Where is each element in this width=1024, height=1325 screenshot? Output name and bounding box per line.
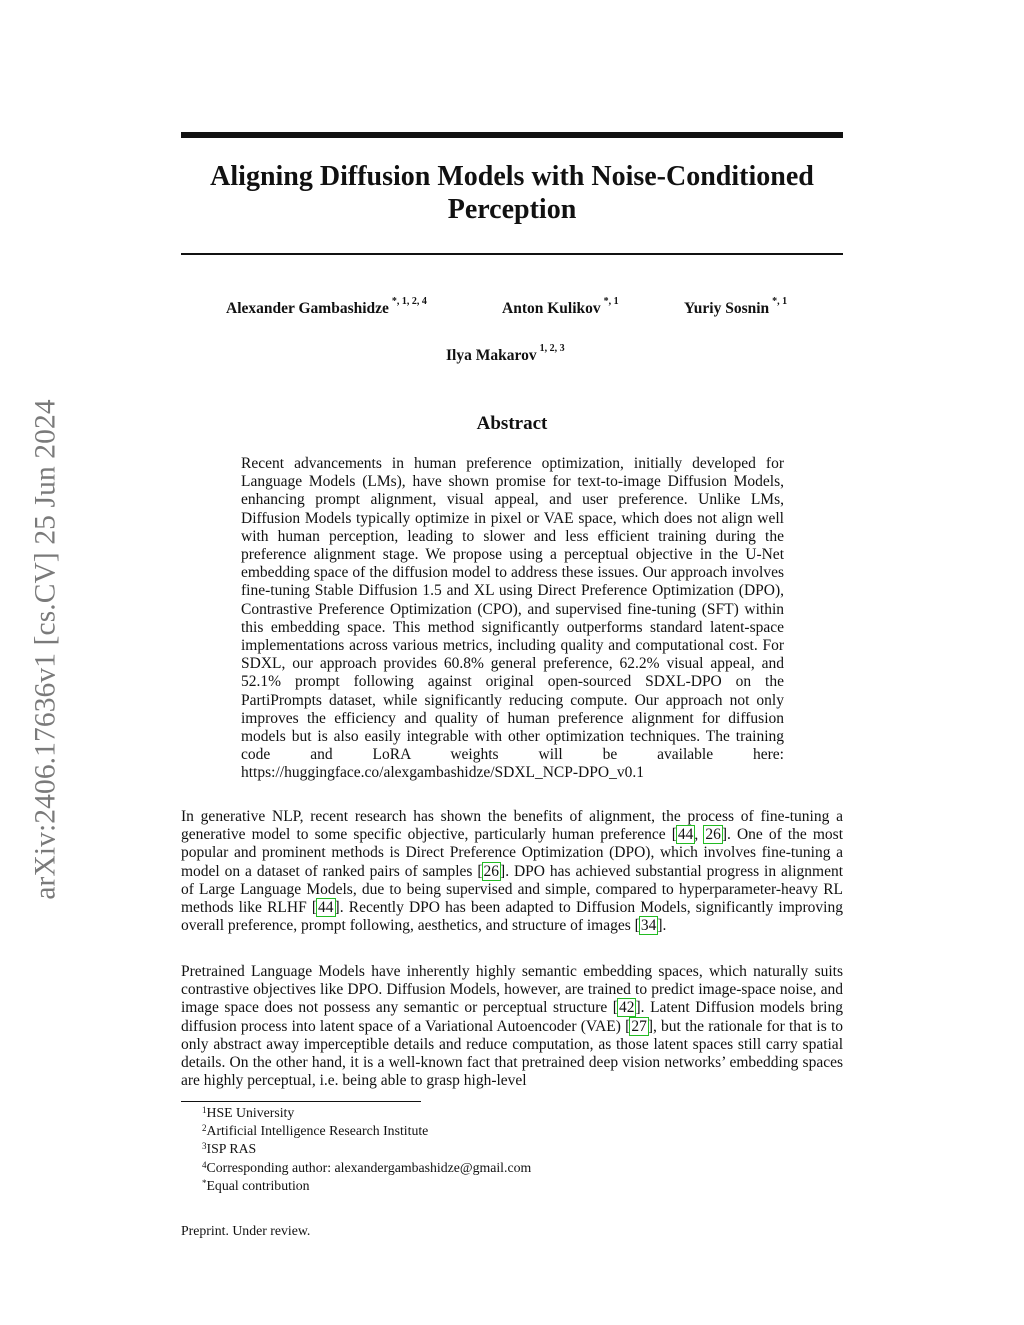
paragraph-text: ]. bbox=[657, 917, 667, 935]
abstract-text: Recent advancements in human preference optimization, initially developed for Language Models (LMs), have shown promise for text-to-image Diffusion Models, enhancing prompt alignment, visual appeal, and user preference. Unlike LMs, Diffusion Models typically optimize in pixel or VAE space, which does not align well with human perception, leading to slower and less efficient training during the preference alignment stage. We propose using a perceptual objective in the U-Net embedding space of the diffusion model to address these issues. Our approach involves fine-tuning Stable Diffusion 1.5 and XL using Direct Preference Optimization (DPO), Contrastive Preference Optimization (CPO), and supervised fine-tuning (SFT) within this embedding space. This method significantly outperforms standard latent-space implementations across various metrics, including quality and computational cost. For SDXL, our approach provides 60.8% general preference, 62.2% visual appeal, and 52.1% prompt following against original open-sourced SDXL-DPO on the PartiPrompts dataset, while significantly reducing compute. Our approach not only improves the efficiency and quality of human preference alignment for diffusion models but is also easily integrable with other optimization techniques. The training code and LoRA weights will be available here: https://huggingface.co/alexgambashidze/SDXL_NCP-DPO_v0.1 bbox=[241, 455, 784, 782]
intro-paragraph-1 bbox=[181, 808, 843, 935]
footnote-mark: * bbox=[202, 1177, 207, 1188]
author-name: Alexander Gambashidze bbox=[226, 300, 389, 317]
footnote-mark: 4 bbox=[202, 1159, 207, 1170]
footnote-1 bbox=[202, 1104, 531, 1122]
author-name: Anton Kulikov bbox=[502, 300, 601, 317]
footnote-text: ISP RAS bbox=[206, 1141, 257, 1157]
paragraph-text: , bbox=[694, 826, 705, 844]
citation-link[interactable]: 26 bbox=[483, 862, 500, 880]
footnote-4 bbox=[202, 1159, 531, 1177]
author-affiliations: *, 1 bbox=[772, 296, 788, 307]
paragraph-text: ]. Latent Diffusion models bring diffusion process into latent space of a Variational Autoencoder (VAE) [ bbox=[181, 999, 843, 1035]
author-makarov bbox=[446, 343, 565, 365]
abstract-heading: Abstract bbox=[476, 413, 548, 434]
author-affiliations: *, 1 bbox=[603, 296, 619, 307]
citation-link[interactable]: 44 bbox=[677, 826, 694, 844]
footnote-3 bbox=[202, 1140, 531, 1158]
footnote-mark: 3 bbox=[202, 1141, 207, 1152]
paragraph-text: In generative NLP, recent research has shown the benefits of alignment, the process of fine-tuning a generative model to some specific objective, particularly human preference [ bbox=[181, 808, 843, 844]
citation-link[interactable]: 27 bbox=[631, 1017, 647, 1035]
paragraph-text: Pretrained Language Models have inherently highly semantic embedding spaces, which naturally suits contrastive objectives like DPO. Diffusion Models, however, are trained to predict image-space noise, and image space does not possess any semantic or perceptual structure [ bbox=[181, 963, 843, 1017]
author-gambashidze bbox=[226, 296, 427, 318]
author-kulikov bbox=[502, 296, 619, 318]
footnote-mark: 2 bbox=[202, 1123, 207, 1134]
citation-link[interactable]: 26 bbox=[705, 826, 721, 844]
arxiv-identifier bbox=[22, 356, 70, 942]
author-name: Yuriy Sosnin bbox=[684, 300, 770, 317]
citation-link[interactable]: 34 bbox=[640, 917, 657, 935]
paragraph-text: ]. One of the most popular and prominent methods is Direct Preference Optimization (DPO), which involves fine-tuning a model on a dataset of ranked pairs of samples [ bbox=[181, 826, 844, 880]
footnote-divider bbox=[181, 1101, 421, 1102]
arxiv-identifier-text: arXiv:2406.17636v1 [cs.CV] 25 Jun 2024 bbox=[29, 398, 62, 900]
paper-title: Aligning Diffusion Models with Noise-Conditioned Perception bbox=[210, 161, 814, 225]
page-footer: Preprint. Under review. bbox=[181, 1223, 311, 1238]
author-sosnin bbox=[684, 296, 788, 318]
intro-paragraph-2 bbox=[181, 963, 843, 1090]
title-top-rule bbox=[181, 132, 843, 138]
author-name: Ilya Makarov bbox=[446, 347, 537, 364]
paragraph-text: ]. Recently DPO has been adapted to Diffusion Models, significantly improving overall preference, prompt following, aesthetics, and structure of images [ bbox=[181, 899, 843, 935]
footnotes bbox=[202, 1104, 531, 1195]
citation-link[interactable]: 44 bbox=[318, 899, 334, 917]
footnote-5 bbox=[202, 1177, 531, 1195]
footnote-text: Equal contribution bbox=[206, 1177, 310, 1193]
footnote-2 bbox=[202, 1122, 531, 1140]
author-affiliations: 1, 2, 3 bbox=[539, 343, 565, 354]
title-bottom-rule bbox=[181, 253, 843, 255]
paragraph-text: ], but the rationale for that is to only abstract away imperceptible details and reduce computation, as those latent spaces still carry spatial details. On the other hand, it is a well-known fact that pretrained deep vision networks’ embedding spaces are highly perceptual, i.e. being able to grasp high-level bbox=[181, 1017, 844, 1090]
author-affiliations: *, 1, 2, 4 bbox=[391, 296, 427, 307]
paragraph-text: ]. DPO has achieved substantial progress in alignment of Large Language Models, due to being supervised and simple, compared to hyperparameter-heavy RL methods like RLHF [ bbox=[181, 862, 843, 917]
citation-link[interactable]: 42 bbox=[618, 999, 635, 1017]
footnote-mark: 1 bbox=[202, 1105, 207, 1115]
footnote-text: Corresponding author: alexandergambashidze@gmail.com bbox=[206, 1159, 532, 1175]
footnote-text: HSE University bbox=[206, 1105, 295, 1120]
footnote-text: Artificial Intelligence Research Institute bbox=[206, 1123, 429, 1139]
